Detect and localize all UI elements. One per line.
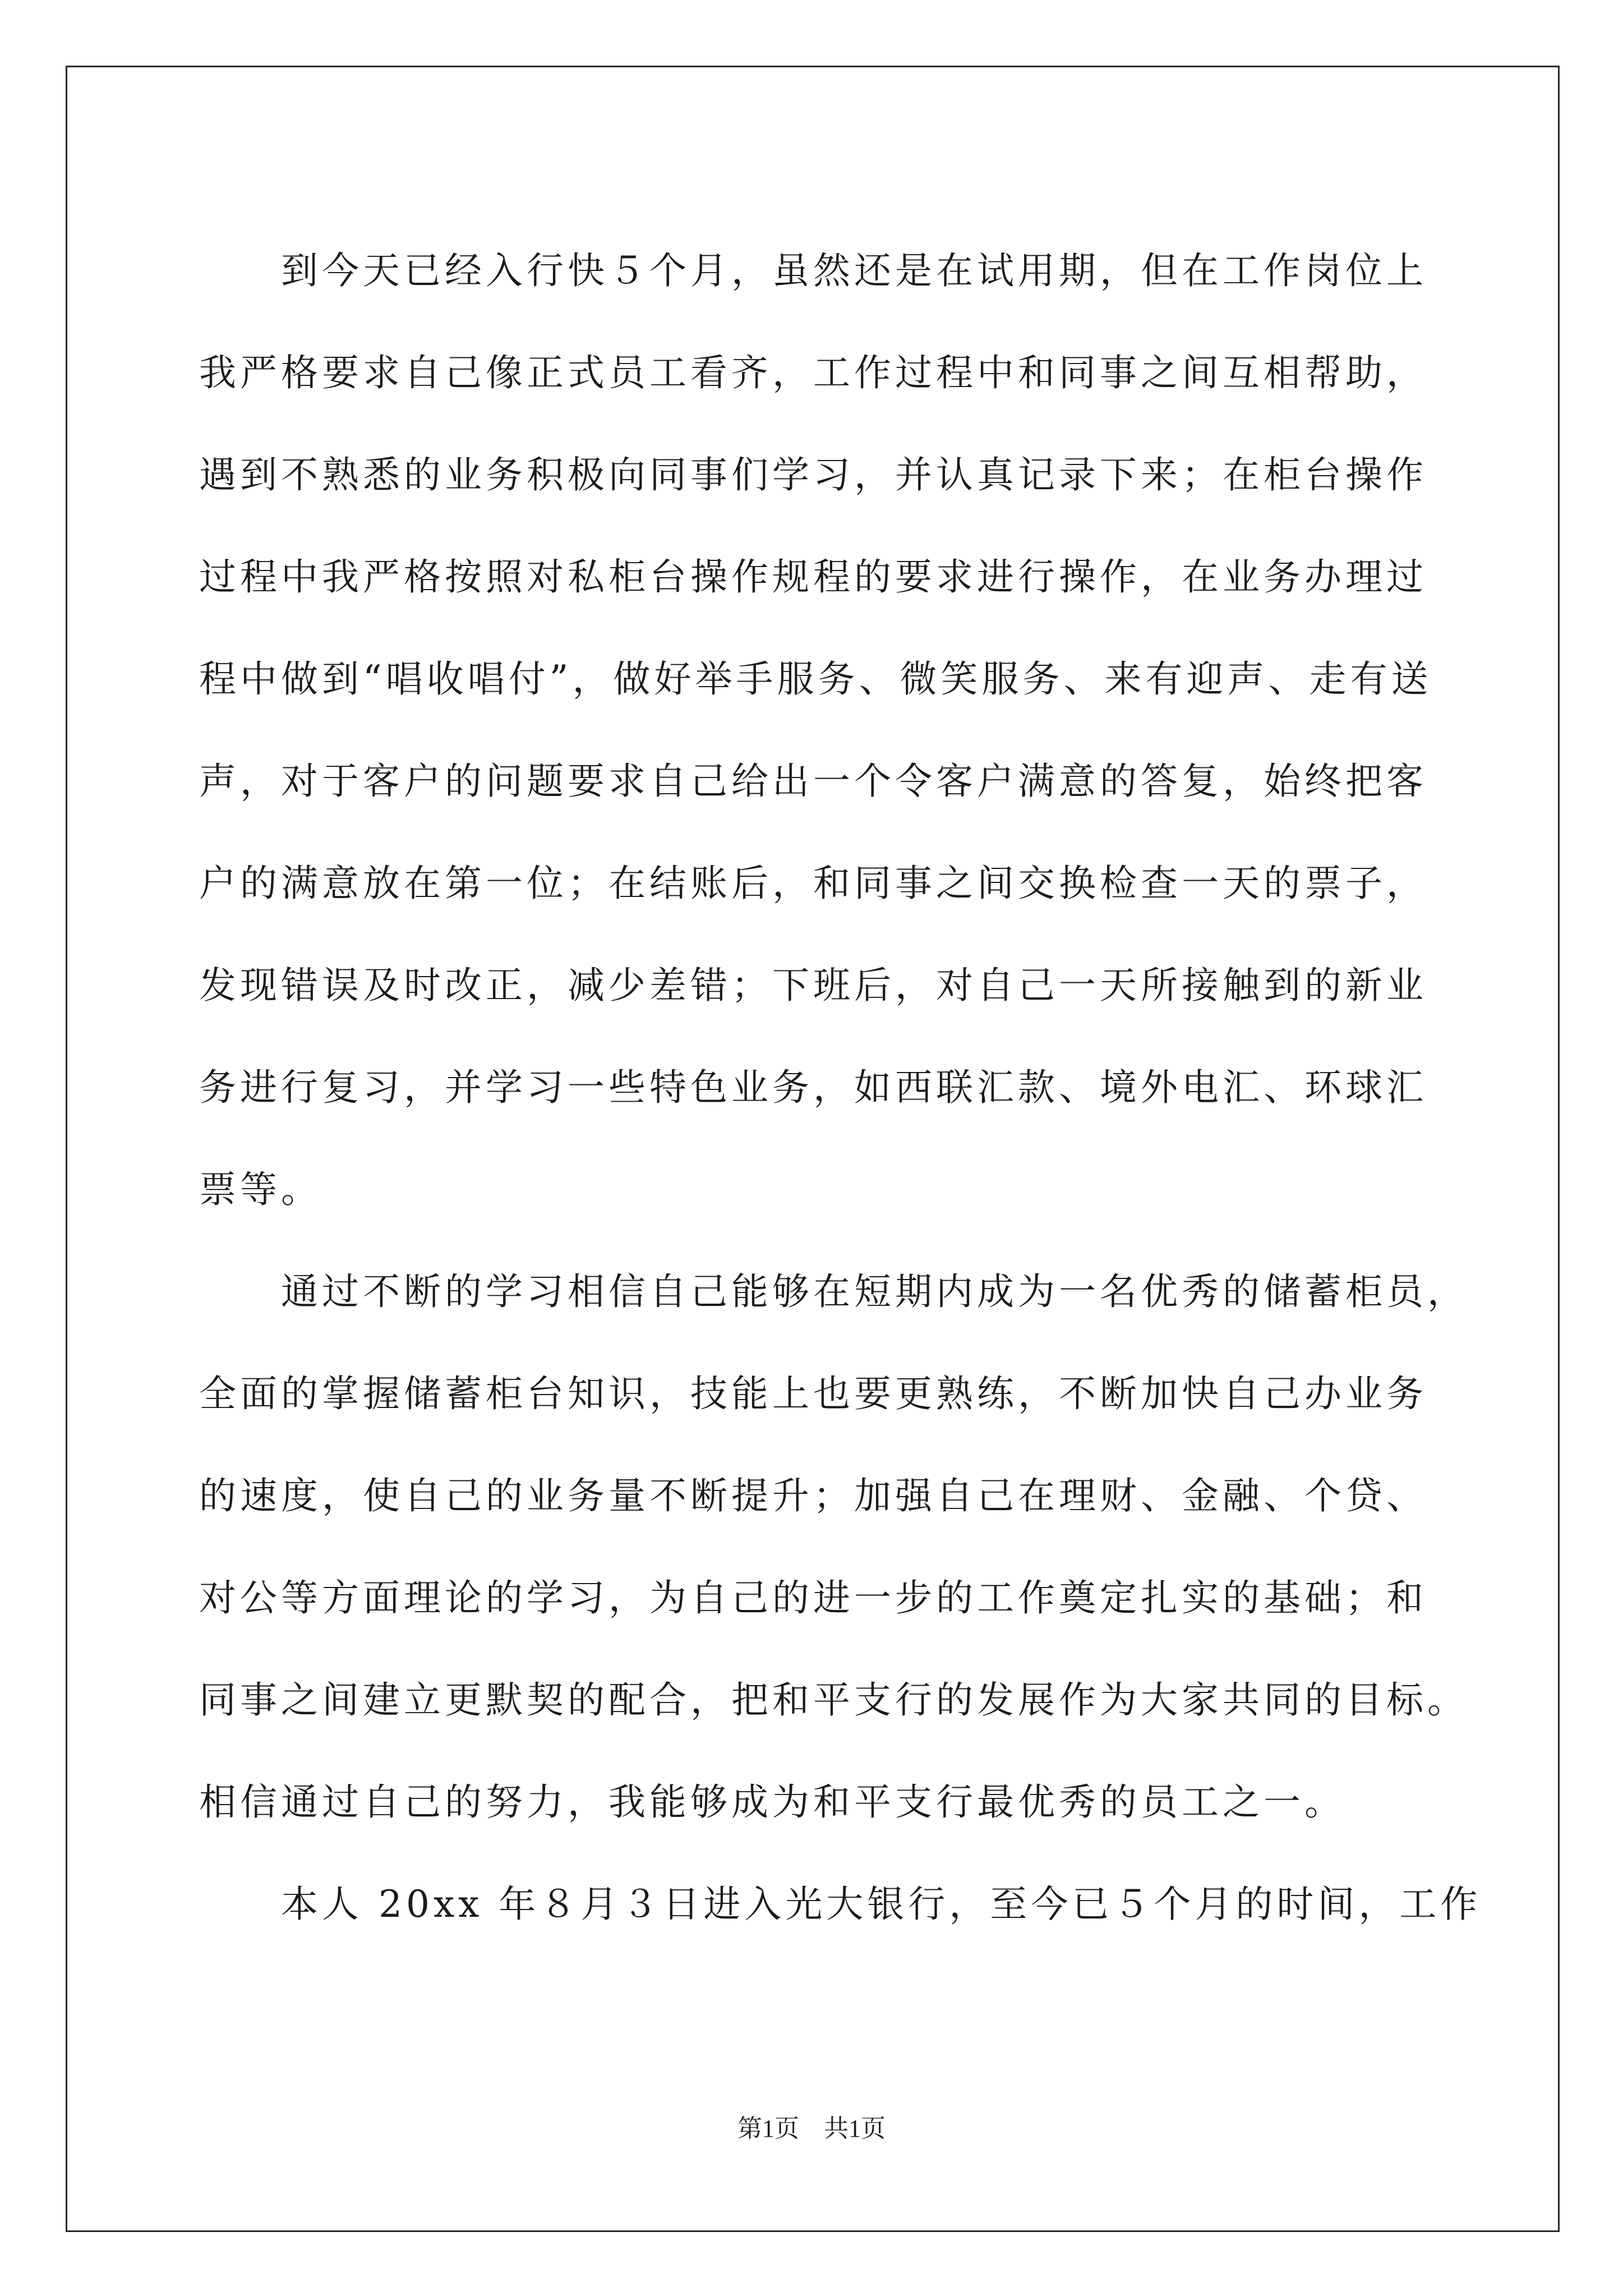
text-line-12: 全面的掌握储蓄柜台知识，技能上也要更熟练，不断加快自己办业务 (199, 1372, 1427, 1415)
text-line-1: 到今天已经入行快５个月，虽然还是在试用期，但在工作岗位上 (199, 249, 1427, 292)
text-line-9: 务进行复习，并学习一些特色业务，如西联汇款、境外电汇、环球汇 (199, 1066, 1427, 1109)
text-line-16: 相信通过自己的努力，我能够成为和平支行最优秀的员工之一。 (199, 1780, 1345, 1824)
text-line-14: 对公等方面理论的学习，为自己的进一步的工作奠定扎实的基础；和 (199, 1576, 1427, 1619)
text-line-4: 过程中我严格按照对私柜台操作规程的要求进行操作，在业务办理过 (199, 555, 1427, 599)
text-line-5: 程中做到“唱收唱付”，做好举手服务、微笑服务、来有迎声、走有送 (199, 657, 1432, 701)
text-line-13: 的速度，使自己的业务量不断提升；加强自己在理财、金融、个贷、 (199, 1474, 1427, 1517)
text-line-8: 发现错误及时改正，减少差错；下班后，对自己一天所接触到的新业 (199, 964, 1427, 1007)
text-line-3: 遇到不熟悉的业务积极向同事们学习，并认真记录下来；在柜台操作 (199, 453, 1427, 496)
text-line-15: 同事之间建立更默契的配合，把和平支行的发展作为大家共同的目标。 (199, 1678, 1468, 1722)
text-line-10: 票等。 (199, 1168, 322, 1211)
text-line-6: 声，对于客户的问题要求自己给出一个令客户满意的答复，始终把客 (199, 760, 1427, 803)
text-line-11: 通过不断的学习相信自己能够在短期内成为一名优秀的储蓄柜员， (199, 1270, 1468, 1313)
text-line-2: 我严格要求自己像正式员工看齐，工作过程中和同事之间互相帮助， (199, 351, 1427, 394)
text-line-17: 本人 20xx 年８月３日进入光大银行，至今已５个月的时间，工作 (199, 1883, 1482, 1926)
page-number-footer: 第1页 共1页 (737, 2115, 886, 2142)
document-body (199, 220, 1482, 1955)
text-line-7: 户的满意放在第一位；在结账后，和同事之间交换检查一天的票子， (199, 862, 1427, 905)
